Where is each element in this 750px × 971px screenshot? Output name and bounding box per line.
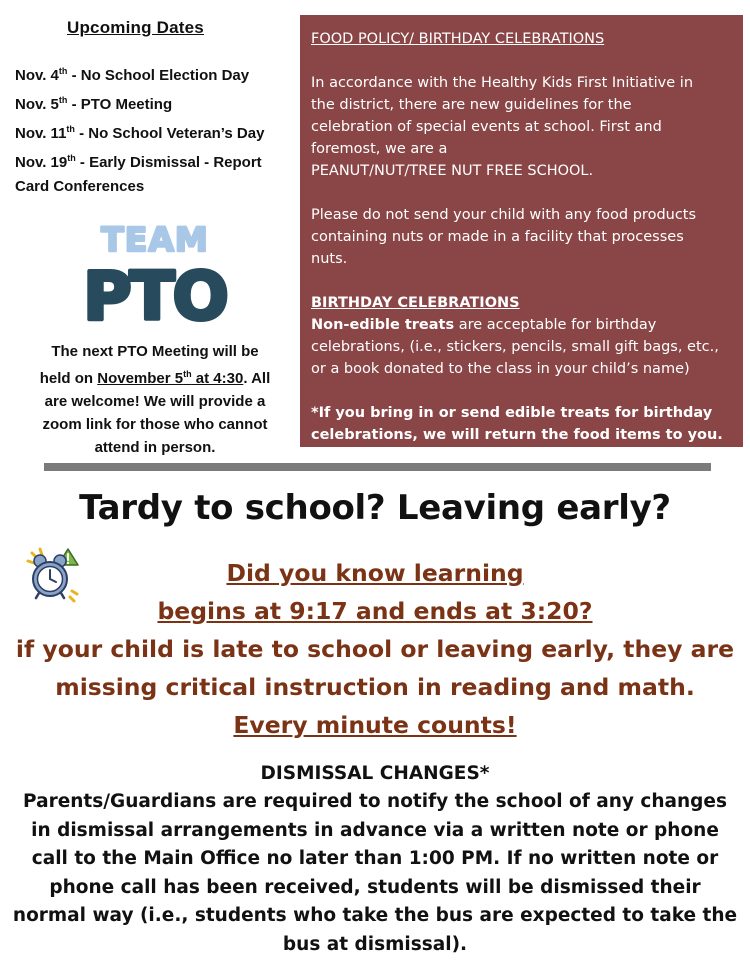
food-policy-heading: FOOD POLICY/ BIRTHDAY CELEBRATIONS	[311, 31, 605, 47]
dismissal-section	[0, 760, 750, 959]
dismissal-body	[0, 788, 750, 959]
dismissal-line: call to the Main Office no later than 1:00 PM. If no written note or	[31, 848, 719, 869]
food-policy-para2: Please do not send your child with any food products containing nuts or made in a facility that processes nuts.	[311, 207, 697, 267]
date-item-continuation: Card Conferences	[15, 178, 145, 195]
learning-line: Did you know learning	[226, 559, 524, 587]
food-policy-para1: In accordance with the Healthy Kids First Initiative in the district, there are new guidelines for the celebration of special events at school. First and foremost, we are a PEANUT/NUT/TREE NUT FREE SCHOOL.	[311, 75, 694, 179]
pto-note-line: are welcome! We will provide a	[44, 393, 266, 410]
pto-note-line: zoom link for those who cannot	[42, 416, 268, 433]
birthday-section: BIRTHDAY CELEBRATIONS Non-edible treats are acceptable for birthday celebrations, (i.e., stickers, pencils, small gift bags, etc., or a book donated to the class in your child’s name)	[311, 295, 719, 377]
dismissal-line: phone call has been received, students will be dismissed their	[49, 876, 701, 898]
team-pto-logo	[83, 215, 227, 335]
dismissal-title: DISMISSAL CHANGES*	[260, 763, 490, 784]
pto-meeting-note	[20, 340, 290, 459]
dismissal-line: in dismissal arrangements in advance via a written note or phone	[31, 819, 719, 841]
pto-note-line: attend in person.	[94, 439, 216, 456]
team-text: TEAM	[101, 220, 209, 259]
date-item: Nov. 4th - No School Election Day	[15, 66, 250, 84]
date-item: Nov. 5th - PTO Meeting	[15, 95, 173, 113]
date-item: Nov. 19th - Early Dismissal - Report	[15, 153, 262, 171]
date-item: Nov. 11th - No School Veteran’s Day	[15, 124, 265, 142]
tardy-title: Tardy to school? Leaving early?	[79, 488, 671, 528]
dismissal-line: normal way (i.e., students who take the bus are expected to take the	[12, 905, 738, 926]
upcoming-dates	[15, 18, 305, 199]
food-policy-box	[300, 15, 743, 447]
learning-line: begins at 9:17 and ends at 3:20?	[157, 597, 593, 625]
pto-text: PTO	[83, 258, 227, 335]
upcoming-dates-title: Upcoming Dates	[67, 18, 204, 37]
dismissal-line: Parents/Guardians are required to notify the school of any changes	[23, 791, 727, 812]
pto-note-line: The next PTO Meeting will be	[51, 343, 259, 360]
dismissal-line: bus at dismissal).	[282, 933, 468, 955]
birthday-heading: BIRTHDAY CELEBRATIONS	[311, 295, 520, 311]
section-divider	[44, 463, 711, 471]
learning-line: Every minute counts!	[233, 711, 517, 739]
learning-line: if your child is late to school or leaving early, they are	[15, 635, 735, 663]
learning-line: missing critical instruction in reading and math.	[55, 673, 695, 701]
dates-list	[15, 59, 305, 199]
learning-message	[0, 554, 750, 744]
pto-note-line: held on November 5th at 4:30. All	[39, 369, 271, 387]
edible-treats-note: *If you bring in or send edible treats for birthday celebrations, we will return the food items to you.	[311, 405, 723, 443]
